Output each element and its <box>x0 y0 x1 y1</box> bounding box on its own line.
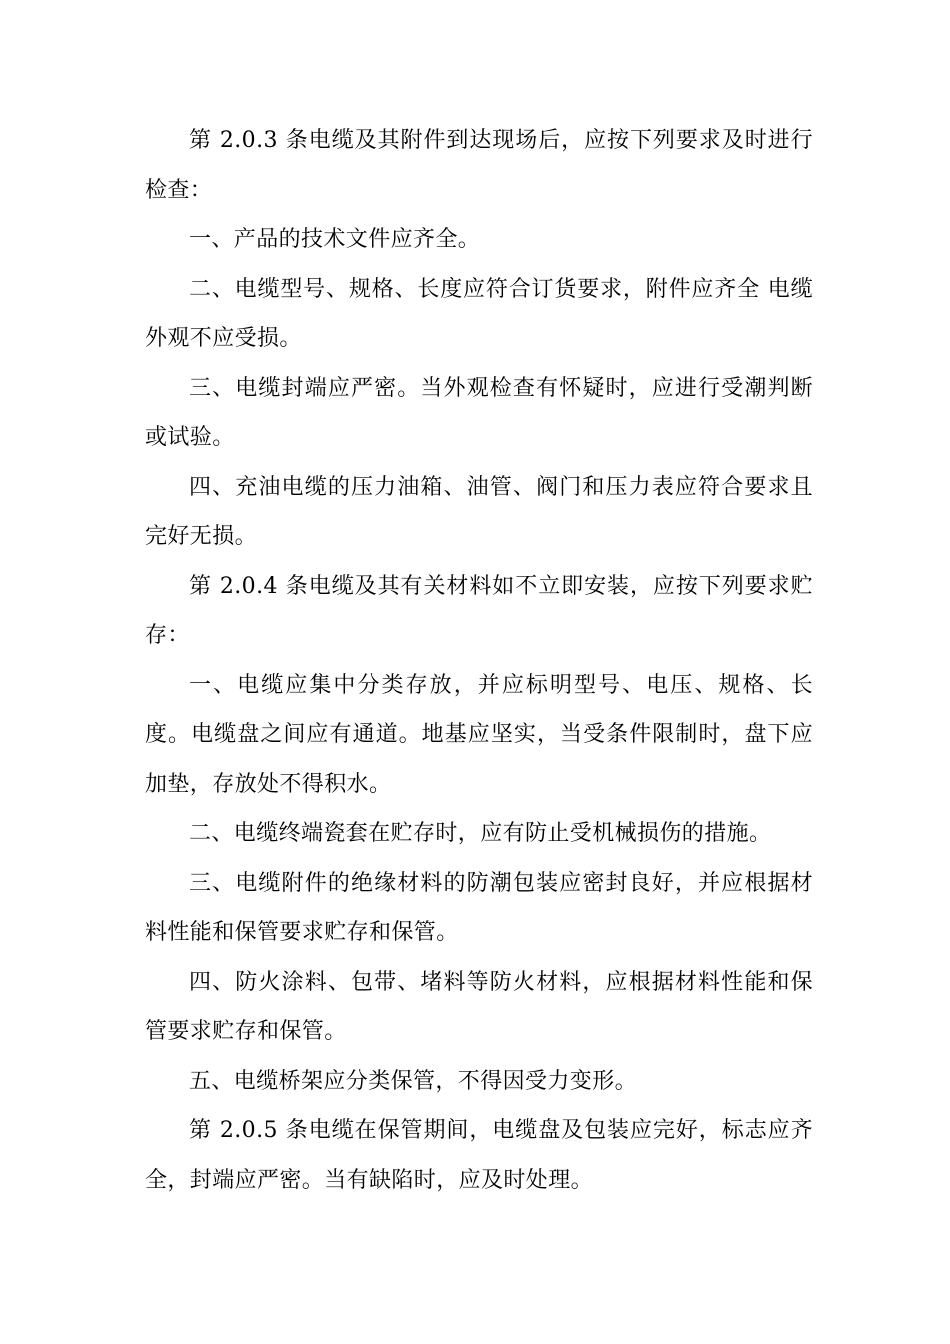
clause-2-0-4-intro: 第 2.0.4 条电缆及其有关材料如不立即安装，应按下列要求贮存： <box>145 573 813 648</box>
clause-2-0-4-item-5: 五、电缆桥架应分类保管，不得因受力变形。 <box>189 1068 638 1094</box>
clause-2-0-4-item-2: 二、电缆终端瓷套在贮存时，应有防止受机械损伤的措施。 <box>189 821 772 846</box>
clause-2-0-5: 第 2.0.5 条电缆在保管期间，电缆盘及包装应完好，标志应齐全，封端应严密。当有缺陷时，应及时处理。 <box>145 1118 813 1193</box>
clause-2-0-3-item-3: 三、电缆封端应严密。当外观检查有怀疑时，应进行受潮判断或试验。 <box>145 375 813 450</box>
clause-2-0-3-item-1: 一、产品的技术文件应齐全。 <box>189 227 481 252</box>
clause-2-0-4-item-1: 一、电缆应集中分类存放，并应标明型号、电压、规格、长度。电缆盘之间应有通道。地基应坚实，当受条件限制时，盘下应加垫，存放处不得积水。 <box>145 672 813 797</box>
clause-2-0-3-intro: 第 2.0.3 条电缆及其附件到达现场后，应按下列要求及时进行检查： <box>145 128 813 203</box>
clause-2-0-3-item-4: 四、充油电缆的压力油箱、油管、阀门和压力表应符合要求且完好无损。 <box>145 474 813 549</box>
clause-2-0-3-item-2: 二、电缆型号、规格、长度应符合订货要求，附件应齐全 电缆外观不应受损。 <box>145 276 813 351</box>
clause-2-0-4-item-4: 四、防火涂料、包带、堵料等防火材料，应根据材料性能和保管要求贮存和保管。 <box>145 969 813 1044</box>
clause-2-0-4-item-3: 三、电缆附件的绝缘材料的防潮包装应密封良好，并应根据材料性能和保管要求贮存和保管。 <box>145 870 813 945</box>
document-body <box>145 116 813 1205</box>
